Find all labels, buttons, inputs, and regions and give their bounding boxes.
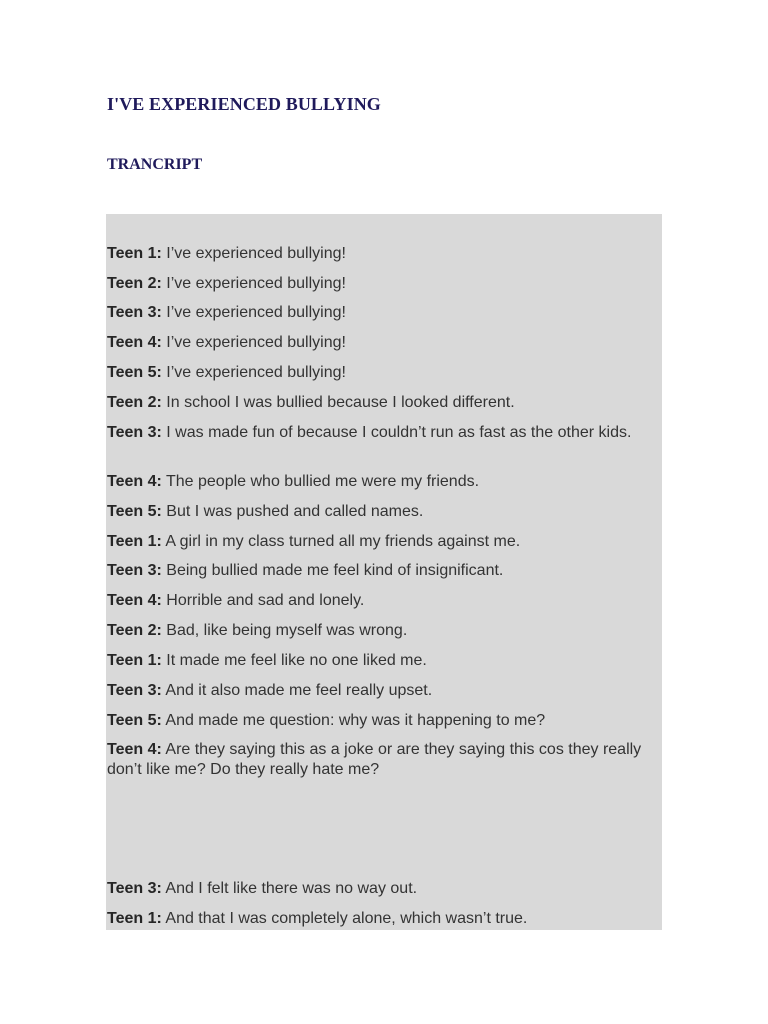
transcript-line	[107, 711, 647, 731]
transcript-line	[107, 909, 647, 929]
speaker-label: Teen 3:	[107, 304, 162, 321]
transcript-line	[107, 651, 647, 671]
transcript-box	[106, 214, 662, 930]
line-text: I’ve experienced bullying!	[161, 334, 346, 351]
transcript-line	[107, 591, 647, 611]
line-text: I’ve experienced bullying!	[161, 304, 346, 321]
line-text: But I was pushed and called names.	[161, 503, 424, 520]
speaker-label: Teen 1:	[107, 910, 162, 927]
speaker-label: Teen 3:	[107, 562, 162, 579]
speaker-label: Teen 1:	[107, 245, 162, 262]
transcript-line	[107, 621, 647, 641]
speaker-label: Teen 1:	[107, 652, 162, 669]
speaker-label: Teen 2:	[107, 275, 162, 292]
line-text: Horrible and sad and lonely.	[161, 592, 365, 609]
speaker-label: Teen 1:	[107, 533, 162, 550]
line-text: A girl in my class turned all my friends against me.	[161, 533, 521, 550]
transcript-line	[107, 244, 647, 264]
transcript-line	[107, 472, 647, 492]
line-text: It made me feel like no one liked me.	[161, 652, 427, 669]
page-title: I'VE EXPERIENCED BULLYING	[107, 94, 381, 114]
transcript-line	[107, 303, 647, 323]
transcript-line	[107, 363, 647, 383]
line-text: Are they saying this as a joke or are they saying this cos they really don’t like me? Do they really hate me?	[107, 741, 642, 778]
transcript-line	[107, 274, 647, 294]
line-text: Bad, like being myself was wrong.	[161, 622, 408, 639]
speaker-label: Teen 5:	[107, 712, 162, 729]
transcript-line	[107, 423, 647, 443]
transcript-line	[107, 561, 647, 581]
transcript-line	[107, 502, 647, 522]
speaker-label: Teen 2:	[107, 622, 162, 639]
line-text: Being bullied made me feel kind of insignificant.	[161, 562, 504, 579]
line-text: And it also made me feel really upset.	[161, 682, 433, 699]
speaker-label: Teen 4:	[107, 473, 162, 490]
speaker-label: Teen 3:	[107, 880, 162, 897]
line-text: And that I was completely alone, which wasn’t true.	[161, 910, 528, 927]
line-text: The people who bullied me were my friends.	[161, 473, 480, 490]
line-text: I’ve experienced bullying!	[161, 364, 346, 381]
line-text: And made me question: why was it happening to me?	[161, 712, 546, 729]
transcript-line	[107, 681, 647, 701]
speaker-label: Teen 4:	[107, 334, 162, 351]
line-text: And I felt like there was no way out.	[161, 880, 418, 897]
transcript-line	[107, 532, 647, 552]
speaker-label: Teen 4:	[107, 592, 162, 609]
transcript-line	[107, 333, 647, 353]
speaker-label: Teen 5:	[107, 364, 162, 381]
transcript-line	[107, 740, 647, 779]
line-text: In school I was bullied because I looked different.	[161, 394, 515, 411]
transcript-line	[107, 393, 647, 413]
speaker-label: Teen 3:	[107, 682, 162, 699]
speaker-label: Teen 5:	[107, 503, 162, 520]
line-text: I was made fun of because I couldn’t run as fast as the other kids.	[161, 424, 632, 441]
line-text: I’ve experienced bullying!	[161, 245, 346, 262]
speaker-label: Teen 3:	[107, 424, 162, 441]
speaker-label: Teen 2:	[107, 394, 162, 411]
section-title: TRANCRIPT	[107, 156, 203, 173]
speaker-label: Teen 4:	[107, 741, 162, 758]
line-text: I’ve experienced bullying!	[161, 275, 346, 292]
transcript-line	[107, 879, 647, 899]
